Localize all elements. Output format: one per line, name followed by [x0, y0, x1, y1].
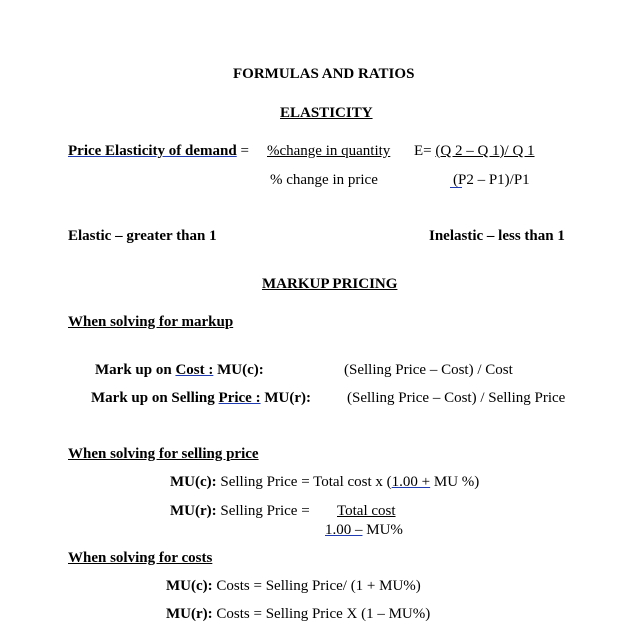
sp-muc-text-c: MU %) — [430, 474, 480, 490]
elasticity-label: Price Elasticity of demand — [68, 143, 237, 159]
markup-cost-formula: (Selling Price – Cost) / Cost — [344, 362, 513, 378]
sp-mur-label: MU(r): — [170, 503, 217, 519]
costs-muc-text: Costs = Selling Price/ (1 + MU%) — [212, 578, 421, 594]
e-numerator: (Q 2 – Q 1)/ Q 1 — [435, 143, 535, 159]
sp-mur-den-a: 1.00 – — [325, 522, 363, 538]
sp-muc-text-b: 1.00 + — [391, 474, 431, 490]
e-prefix: E= — [414, 143, 436, 159]
sp-mur-den-b: MU% — [362, 522, 403, 538]
markup-heading: MARKUP PRICING — [262, 276, 398, 292]
sp-muc-label: MU(c): — [170, 474, 217, 490]
costs-mur-row — [166, 605, 430, 623]
markup-sp-label-a: Mark up on Selling — [91, 390, 219, 406]
sp-muc-row — [170, 473, 479, 491]
sp-mur-numerator: Total cost — [337, 503, 396, 519]
markup-sp-label — [91, 389, 311, 407]
markup-sp-label-b: Price : — [218, 390, 261, 406]
markup-cost-label-a: Mark up on — [95, 362, 176, 378]
markup-sp-label-c: MU(r): — [260, 390, 311, 406]
markup-cost-label-c: MU(c): — [213, 362, 264, 378]
elasticity-heading: ELASTICITY — [280, 105, 373, 121]
e-denominator: (P2 – P1)/P1 — [453, 172, 530, 188]
sp-mur-denominator — [325, 521, 403, 539]
costs-mur-label: MU(r): — [166, 606, 213, 622]
elasticity-numerator: %change in quantity — [267, 143, 391, 159]
inelastic-note: Inelastic – less than 1 — [429, 228, 565, 244]
e-denominator-mark — [450, 187, 462, 188]
sp-mur-row — [170, 502, 310, 520]
sp-mur-text: Selling Price = — [216, 503, 310, 519]
markup-cost-label — [95, 361, 264, 379]
costs-muc-row — [166, 577, 421, 595]
elasticity-denominator: % change in price — [270, 172, 378, 188]
solving-costs-heading: When solving for costs — [68, 550, 213, 566]
e-formula — [414, 142, 535, 160]
sp-muc-text-a: Selling Price = Total cost x ( — [216, 474, 392, 490]
elastic-note: Elastic – greater than 1 — [68, 228, 217, 244]
costs-mur-text: Costs = Selling Price X (1 – MU%) — [212, 606, 431, 622]
elasticity-formula-label — [68, 142, 249, 160]
page-title: FORMULAS AND RATIOS — [233, 66, 415, 82]
solving-sp-heading: When solving for selling price — [68, 446, 259, 462]
costs-muc-label: MU(c): — [166, 578, 213, 594]
equals-sign: = — [236, 143, 249, 159]
markup-sp-formula: (Selling Price – Cost) / Selling Price — [347, 390, 566, 406]
markup-cost-label-b: Cost : — [175, 362, 214, 378]
solving-markup-heading: When solving for markup — [68, 314, 234, 330]
